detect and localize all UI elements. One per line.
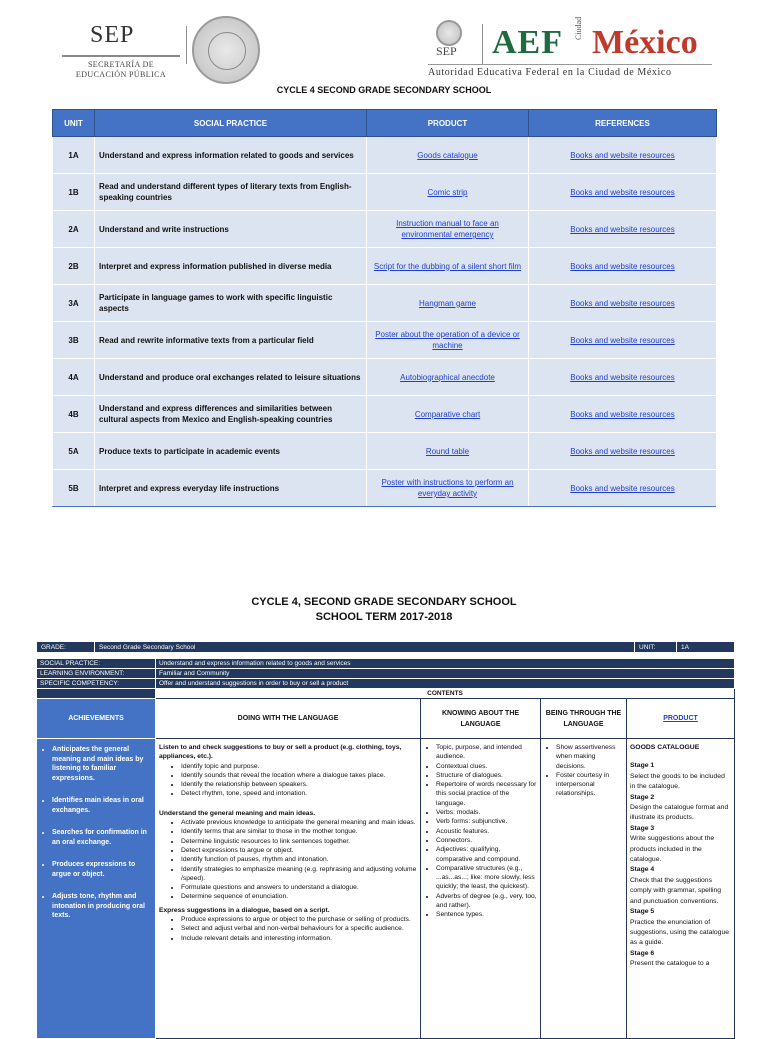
product-cell (367, 396, 529, 433)
aef-subtitle: Autoridad Educativa Federal en la Ciudad de México (428, 67, 672, 78)
knowing-item: • Adjectives: qualifying, comparative and compound. (436, 845, 537, 864)
references-link[interactable]: Books and website resources (570, 372, 675, 382)
section-title-line2: SCHOOL TERM 2017-2018 (315, 611, 453, 623)
stage-text: Practice the enunciation of suggestions, using the catalogue as a guide. (630, 918, 730, 947)
being-item: • Show assertiveness when making decisions. (556, 743, 623, 771)
doing-content (159, 743, 417, 943)
units-table-row (53, 322, 717, 359)
doing-item: • Identify function of pauses, rhythm and intonation. (181, 855, 417, 864)
being-header: BEING THROUGH THE LANGUAGE (541, 699, 627, 739)
unit-cell: 4A (53, 359, 95, 396)
unit-cell: 4B (53, 396, 95, 433)
achievements-list (40, 745, 152, 921)
grade-value: Second Grade Secondary School (95, 642, 635, 653)
mexico-logo-word: México (592, 24, 698, 61)
doing-item: • Formulate questions and answers to understand a dialogue. (181, 883, 417, 892)
knowing-header: KNOWING ABOUT THE LANGUAGE (421, 699, 541, 739)
product-cell (367, 137, 529, 174)
references-cell (529, 211, 717, 248)
doing-group-list (159, 915, 417, 943)
unit-cell: 2A (53, 211, 95, 248)
stage-text: Select the goods to be included in the catalogue. (630, 772, 725, 791)
doing-header: DOING WITH THE LANGUAGE (156, 699, 421, 739)
product-header-link[interactable]: PRODUCT (663, 715, 698, 722)
references-link[interactable]: Books and website resources (570, 187, 675, 197)
unit-cell: 5A (53, 433, 95, 470)
unit-cell: 5B (53, 470, 95, 507)
being-list (544, 743, 623, 799)
doing-item: • Detect rhythm, tone, speed and intonation. (181, 789, 417, 798)
doing-group-title: Express suggestions in a dialogue, based on a script. (159, 906, 330, 914)
specific-competency-label: SPECIFIC COMPETENCY: (37, 679, 156, 689)
knowing-item: • Comparative structures (e.g., ...as...as...; like: more slowly, less quickly; the least, the quickest). (436, 864, 537, 892)
units-table-header (53, 110, 717, 137)
references-cell (529, 470, 717, 507)
references-cell (529, 396, 717, 433)
sep-logo-rule (62, 55, 180, 57)
references-column-header: REFERENCES (529, 110, 717, 137)
references-link[interactable]: Books and website resources (570, 483, 675, 493)
product-link[interactable]: Comparative chart (414, 409, 481, 419)
achievement-item: • Adjusts tone, rhythm and intonation in producing oral texts. (52, 892, 152, 921)
references-cell (529, 322, 717, 359)
unit-label: UNIT: (635, 642, 677, 653)
aef-logo-word: AEF (492, 24, 563, 61)
achievements-cell (37, 739, 156, 1039)
references-link[interactable]: Books and website resources (570, 261, 675, 271)
knowing-item: • Repertoire of words necessary for this social practice of the language. (436, 780, 537, 808)
doing-item: • Determine sequence of enunciation. (181, 892, 417, 901)
product-cell (367, 285, 529, 322)
social-practice-column-header: SOCIAL PRACTICE (95, 110, 367, 137)
product-title: GOODS CATALOGUE (630, 744, 700, 751)
product-link[interactable]: Hangman game (419, 298, 476, 308)
product-link[interactable]: Goods catalogue (417, 150, 478, 160)
references-link[interactable]: Books and website resources (570, 298, 675, 308)
social-practice-cell: Understand and express information related to goods and services (95, 137, 367, 174)
doing-item: • Detect expressions to argue or object. (181, 846, 417, 855)
header-divider (186, 26, 187, 64)
units-table-row (53, 359, 717, 396)
product-link[interactable]: Script for the dubbing of a silent short film (373, 261, 522, 271)
social-practice-cell: Understand and produce oral exchanges related to leisure situations (95, 359, 367, 396)
aef-rule (428, 64, 712, 65)
social-practice-cell: Understand and write instructions (95, 211, 367, 248)
social-practice-cell: Participate in language games to work with specific linguistic aspects (95, 285, 367, 322)
unit-cell: 3A (53, 285, 95, 322)
doing-item: • Identify terms that are similar to those in the mother tongue. (181, 827, 417, 836)
knowing-item: • Connectors. (436, 836, 537, 845)
units-table-bottom-rule (52, 506, 716, 507)
product-cell (367, 359, 529, 396)
knowing-list (424, 743, 537, 920)
stage-text: Design the catalogue format and illustrate its products. (630, 804, 729, 822)
ciudad-word: Ciudad (574, 16, 583, 40)
achievements-header: ACHIEVEMENTS (37, 699, 156, 739)
product-cell (627, 739, 735, 1039)
unit-cell: 3B (53, 322, 95, 359)
doing-item: • Produce expressions to argue or object to the purchase or selling of products. (181, 915, 417, 924)
references-cell (529, 174, 717, 211)
product-column-header: PRODUCT (367, 110, 529, 137)
units-table-row (53, 470, 717, 507)
units-table-row (53, 174, 717, 211)
unit-cell: 1A (53, 137, 95, 174)
social-practice-value: Understand and express information related to goods and services (156, 659, 735, 669)
doing-cell (156, 739, 421, 1039)
doing-group-title: Listen to and check suggestions to buy or sell a product (e.g. clothing, toys, appliances, etc.). (159, 744, 402, 761)
knowing-item: • Verbs: modals. (436, 808, 537, 817)
knowing-cell (421, 739, 541, 1039)
knowing-item: • Adverbs of degree (e.g., very, too, and rather). (436, 892, 537, 911)
stage-text: Check that the suggestions comply with grammar, spelling and punctuation conventions. (630, 876, 722, 905)
social-practice-cell: Understand and express differences and similarities between cultural aspects from Mexico and English-speaking countries (95, 396, 367, 433)
grade-table (36, 641, 735, 653)
units-table-row (53, 396, 717, 433)
social-practice-cell: Produce texts to participate in academic events (95, 433, 367, 470)
knowing-item: • Verb forms: subjunctive. (436, 817, 537, 826)
contents-header: CONTENTS (156, 689, 735, 699)
references-cell (529, 433, 717, 470)
social-practice-cell: Read and rewrite informative texts from a particular field (95, 322, 367, 359)
aef-sep-word: SEP (436, 44, 457, 58)
doing-item: • Activate previous knowledge to anticipate the general meaning and main ideas. (181, 818, 417, 827)
units-table-row (53, 211, 717, 248)
units-table-row (53, 285, 717, 322)
section-title (0, 595, 768, 625)
product-link[interactable]: Comic strip (427, 187, 468, 197)
doing-item: • Identify strategies to emphasize meaning (e.g. rephrasing and adjusting volume /speed). (181, 865, 417, 884)
knowing-item: • Structure of dialogues. (436, 771, 537, 780)
small-seal-icon (436, 20, 462, 46)
doing-group-title: Understand the general meaning and main ideas. (159, 809, 316, 817)
being-item: • Foster courtesy in interpersonal relationships. (556, 771, 623, 799)
product-link[interactable]: Autobiographical anecdote (400, 372, 495, 382)
units-table-row (53, 433, 717, 470)
social-practice-cell: Interpret and express everyday life instructions (95, 470, 367, 507)
social-practice-cell: Interpret and express information published in diverse media (95, 248, 367, 285)
social-practice-cell: Read and understand different types of literary texts from English-speaking countries (95, 174, 367, 211)
learning-environment-value: Familiar and Community (156, 669, 735, 679)
national-seal-icon (192, 16, 260, 84)
stage-label: Stage 4 (630, 866, 655, 874)
learning-environment-label: LEARNING ENVIRONMENT: (37, 669, 156, 679)
document-title: CYCLE 4 SECOND GRADE SECONDARY SCHOOL (276, 85, 492, 95)
product-link[interactable]: Poster with instructions to perform an everyday activity (381, 478, 514, 498)
references-cell (529, 359, 717, 396)
contents-spacer (37, 689, 156, 699)
stage-label: Stage 6 (630, 949, 655, 957)
knowing-item: • Acoustic features. (436, 827, 537, 836)
doing-item: • Identify sounds that reveal the location where a dialogue takes place. (181, 771, 417, 780)
doing-group-list (159, 818, 417, 902)
product-cell (367, 322, 529, 359)
knowing-item: • Sentence types. (436, 910, 537, 919)
product-content (630, 739, 731, 970)
stage-text: Write suggestions about the products included in the catalogue. (630, 835, 715, 864)
references-cell (529, 137, 717, 174)
unit-column-header: UNIT (53, 110, 95, 137)
references-link[interactable]: Books and website resources (570, 150, 675, 160)
unit-value: 1A (677, 642, 735, 653)
units-table (52, 109, 717, 507)
stage-label: Stage 2 (630, 793, 655, 801)
references-link[interactable]: Books and website resources (570, 335, 675, 345)
sep-logo-subtitle: SECRETARÍA DE EDUCACIÓN PÚBLICA (75, 60, 167, 79)
aef-divider (482, 24, 483, 64)
product-cell (367, 433, 529, 470)
product-cell (367, 174, 529, 211)
achievement-item: • Produces expressions to argue or object. (52, 860, 152, 879)
units-table-row (53, 248, 717, 285)
product-link[interactable]: Round table (425, 446, 470, 456)
achievement-item: • Identifies main ideas in oral exchanges. (52, 796, 152, 815)
stage-label: Stage 1 (630, 762, 655, 770)
social-practice-label: SOCIAL PRACTICE: (37, 659, 156, 669)
references-link[interactable]: Books and website resources (570, 446, 675, 456)
product-link[interactable]: Poster about the operation of a device or machine (375, 330, 520, 350)
product-header[interactable] (627, 699, 735, 739)
knowing-item: • Contextual clues. (436, 762, 537, 771)
sep-logo-word: SEP (90, 22, 135, 48)
being-cell (541, 739, 627, 1039)
doing-item: • Determine linguistic resources to link sentences together. (181, 837, 417, 846)
references-cell (529, 248, 717, 285)
references-cell (529, 285, 717, 322)
doing-group-list (159, 762, 417, 799)
doing-item: • Select and adjust verbal and non-verbal behaviours for a specific audience. (181, 924, 417, 933)
planning-table (36, 658, 735, 1039)
achievement-item: • Searches for confirmation in an oral exchange. (52, 828, 152, 847)
units-table-row (53, 137, 717, 174)
product-cell (367, 470, 529, 507)
references-link[interactable]: Books and website resources (570, 224, 675, 234)
stage-label: Stage 3 (630, 824, 655, 832)
achievement-item: • Anticipates the general meaning and main ideas by listening to familiar expressions. (52, 745, 152, 783)
doing-item: • Include relevant details and interesting information. (181, 934, 417, 943)
section-title-line1: CYCLE 4, SECOND GRADE SECONDARY SCHOOL (251, 596, 517, 608)
specific-competency-value: Offer and understand suggestions in order to buy or sell a product (156, 679, 735, 689)
grade-label: GRADE: (37, 642, 95, 653)
product-link[interactable]: Instruction manual to face an environmental emergency (396, 219, 499, 239)
stage-label: Stage 5 (630, 908, 655, 916)
knowing-item: • Topic, purpose, and intended audience. (436, 743, 537, 762)
unit-cell: 2B (53, 248, 95, 285)
doing-item: • Identify the relationship between speakers. (181, 780, 417, 789)
product-cell (367, 211, 529, 248)
stage-text: Present the catalogue to a (630, 960, 710, 968)
unit-cell: 1B (53, 174, 95, 211)
references-link[interactable]: Books and website resources (570, 409, 675, 419)
product-cell (367, 248, 529, 285)
doing-item: • Identify topic and purpose. (181, 762, 417, 771)
sep-logo (62, 18, 182, 78)
